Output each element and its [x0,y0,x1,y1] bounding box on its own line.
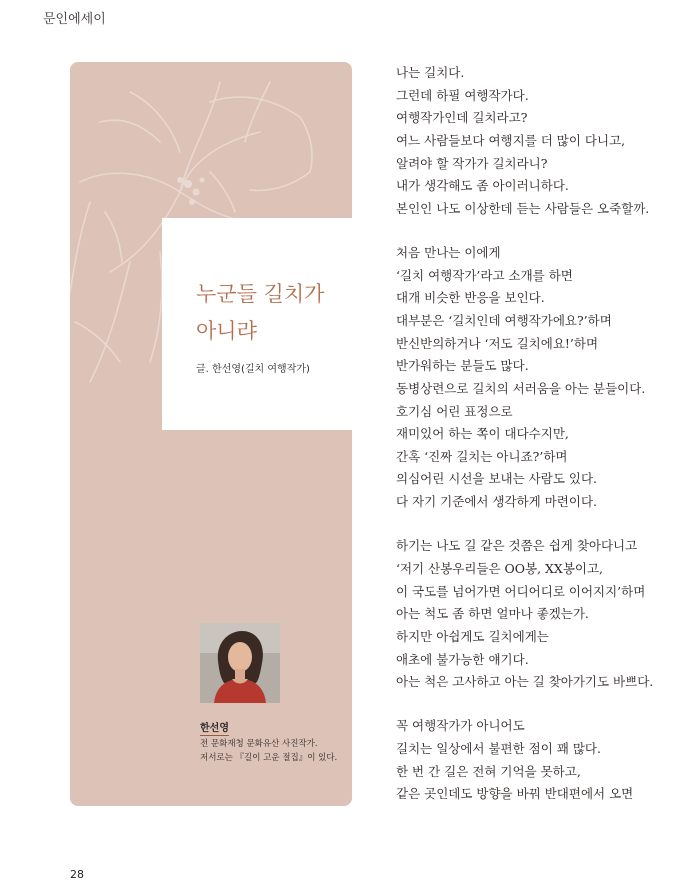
body-line: 그런데 하필 여행작가다. [396,87,529,103]
body-line: 동병상련으로 길치의 서러움을 아는 분들이다. [396,380,646,396]
paragraph-2 [396,242,676,514]
article-body [396,62,676,828]
body-line: 여행작가인데 길치라고? [396,110,528,126]
body-line: 이 국도를 넘어가면 어디어디로 이어지지’하며 [396,583,646,599]
author-name: 한선영 [200,719,229,736]
body-line: 의심어린 시선을 보내는 사람도 있다. [396,471,597,487]
paragraph-3 [396,535,676,693]
author-bio-line: 저서로는 『길이 고운 절집』이 있다. [200,753,338,763]
body-line: 반신반의하거나 ‘저도 길치에요!’하며 [396,335,599,351]
body-line: 한 번 간 길은 전혀 기억을 못하고, [396,763,581,779]
body-line: 반가워하는 분들도 많다. [396,358,529,374]
body-line: 아는 척도 좀 하면 얼마나 좋겠는가. [396,606,589,622]
body-line: ‘길치 여행작가’라고 소개를 하면 [396,267,573,283]
body-line: 하기는 나도 길 같은 것쯤은 쉽게 찾아다니고 [396,538,638,554]
body-line: 알려야 할 작가가 길치라니? [396,155,548,171]
body-line: 여느 사람들보다 여행지를 더 많이 다니고, [396,132,626,148]
body-line: 재미있어 하는 쪽이 대다수지만, [396,426,569,442]
body-line: 호기심 어린 표정으로 [396,403,513,419]
body-line: 꼭 여행작가가 아니어도 [396,718,525,734]
section-label: 문인에세이 [43,12,106,27]
body-line: 내가 생각해도 좀 아이러니하다. [396,178,569,194]
body-line: 하지만 아쉽게도 길치에게는 [396,628,549,644]
paragraph-1 [396,62,676,220]
body-line: 애초에 불가능한 얘기다. [396,651,529,667]
body-line: 본인인 나도 이상한데 듣는 사람들은 오죽할까. [396,200,650,216]
article-title [196,276,356,350]
title-line-2: 아니랴 [196,319,257,343]
page-number: 28 [70,868,84,881]
author-bio [200,737,337,765]
body-line: 길치는 일상에서 불편한 점이 꽤 많다. [396,741,601,757]
body-line: 아는 척은 고사하고 아는 길 찾아가기도 바쁘다. [396,674,654,690]
body-line: ‘저기 산봉우리들은 OO봉, XX봉이고, [396,561,604,576]
body-line: 나는 길치다. [396,65,465,80]
byline: 글. 한선영(길치 여행작가) [196,364,310,375]
body-line: 대부분은 ‘길치인데 여행작가에요?’하며 [396,313,612,328]
author-bio-line: 전 문화재청 문화유산 사진작가. [200,739,318,749]
body-line: 처음 만나는 이에게 [396,245,501,261]
title-line-1: 누군들 길치가 [196,282,325,306]
body-line: 간혹 ‘진짜 길치는 아니죠?’하며 [396,448,568,464]
body-line: 대개 비슷한 반응을 보인다. [396,290,545,306]
paragraph-4 [396,715,676,806]
body-line: 다 자기 기준에서 생각하게 마련이다. [396,494,597,510]
body-line: 같은 곳인데도 방향을 바꿔 반대편에서 오면 [396,786,634,802]
author-photo [200,623,280,703]
